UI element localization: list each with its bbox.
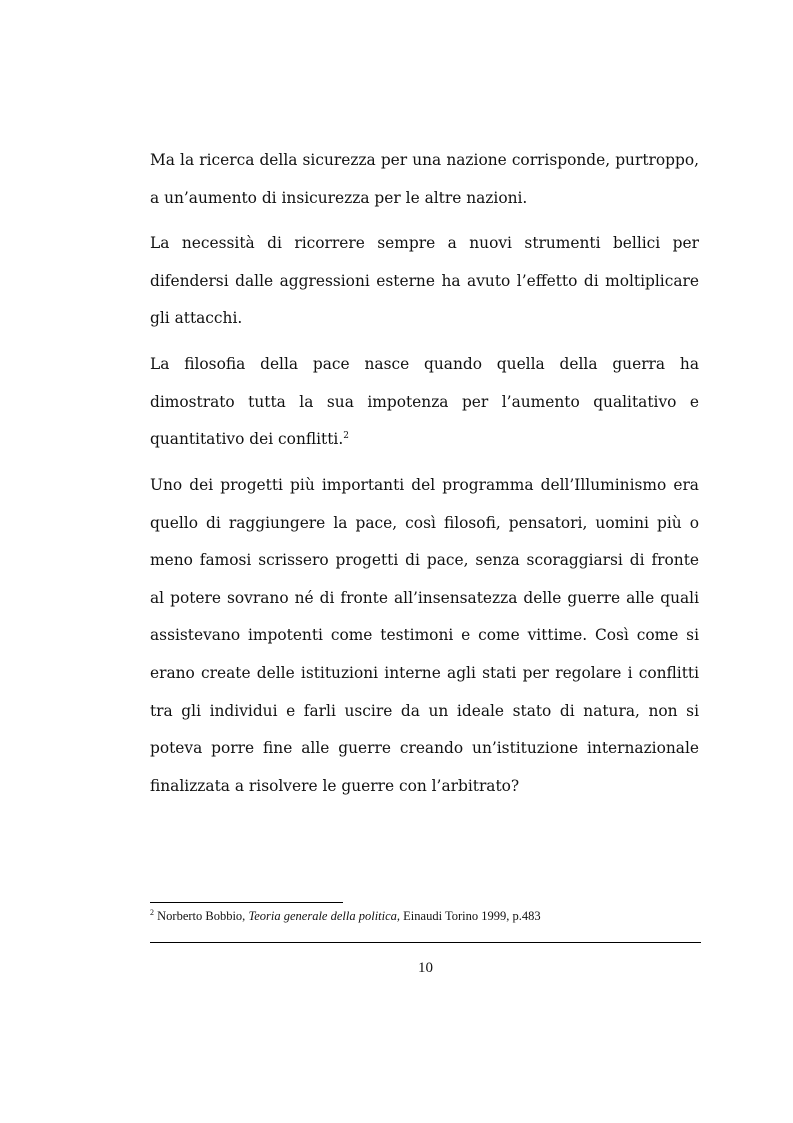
footnote-book-title: Teoria generale della politica, <box>248 909 401 923</box>
footnote-separator <box>150 902 343 903</box>
footer-separator <box>150 942 701 943</box>
footnote-number: 2 <box>150 907 154 917</box>
paragraph-2: La necessità di ricorrere sempre a nuovi strumenti bellici per difendersi dalle aggressioni esterne ha avuto l’effetto di moltiplicare gli attacchi. <box>150 234 699 328</box>
page-number: 10 <box>418 960 433 976</box>
footnote-author: Norberto Bobbio, <box>157 909 249 923</box>
paragraph-4: Uno dei progetti più importanti del programma dell’Illuminismo era quello di raggiungere la pace, così filosofi, pensatori, uomini più o meno famosi scrissero progetti di pace, senza scoraggiarsi di fronte al potere sovrano né di fronte all’insensatezza delle guerre alle quali assistevano impotenti come testimoni e come vittime. Così come si erano create delle istituzioni interne agli stati per regolare i conflitti tra gli individui e farli uscire da un ideale stato di natura, non si poteva porre fine alle guerre creando un’istituzione internazionale finalizzata a risolvere le guerre con l’arbitrato? <box>150 476 699 795</box>
footnote-reference: 2 <box>343 431 349 442</box>
footnote-publication: Einaudi Torino 1999, p.483 <box>400 909 541 923</box>
paragraph-3-text: La filosofia della pace nasce quando quella della guerra ha dimostrato tutta la sua impotenza per l’aumento qualitativo e quantitativo dei conflitti. <box>150 355 699 449</box>
paragraph-3 <box>150 346 699 459</box>
paragraph-1: Ma la ricerca della sicurezza per una nazione corrisponde, purtroppo, a un’aumento di insicurezza per le altre nazioni. <box>150 151 699 207</box>
footnote <box>150 909 710 924</box>
